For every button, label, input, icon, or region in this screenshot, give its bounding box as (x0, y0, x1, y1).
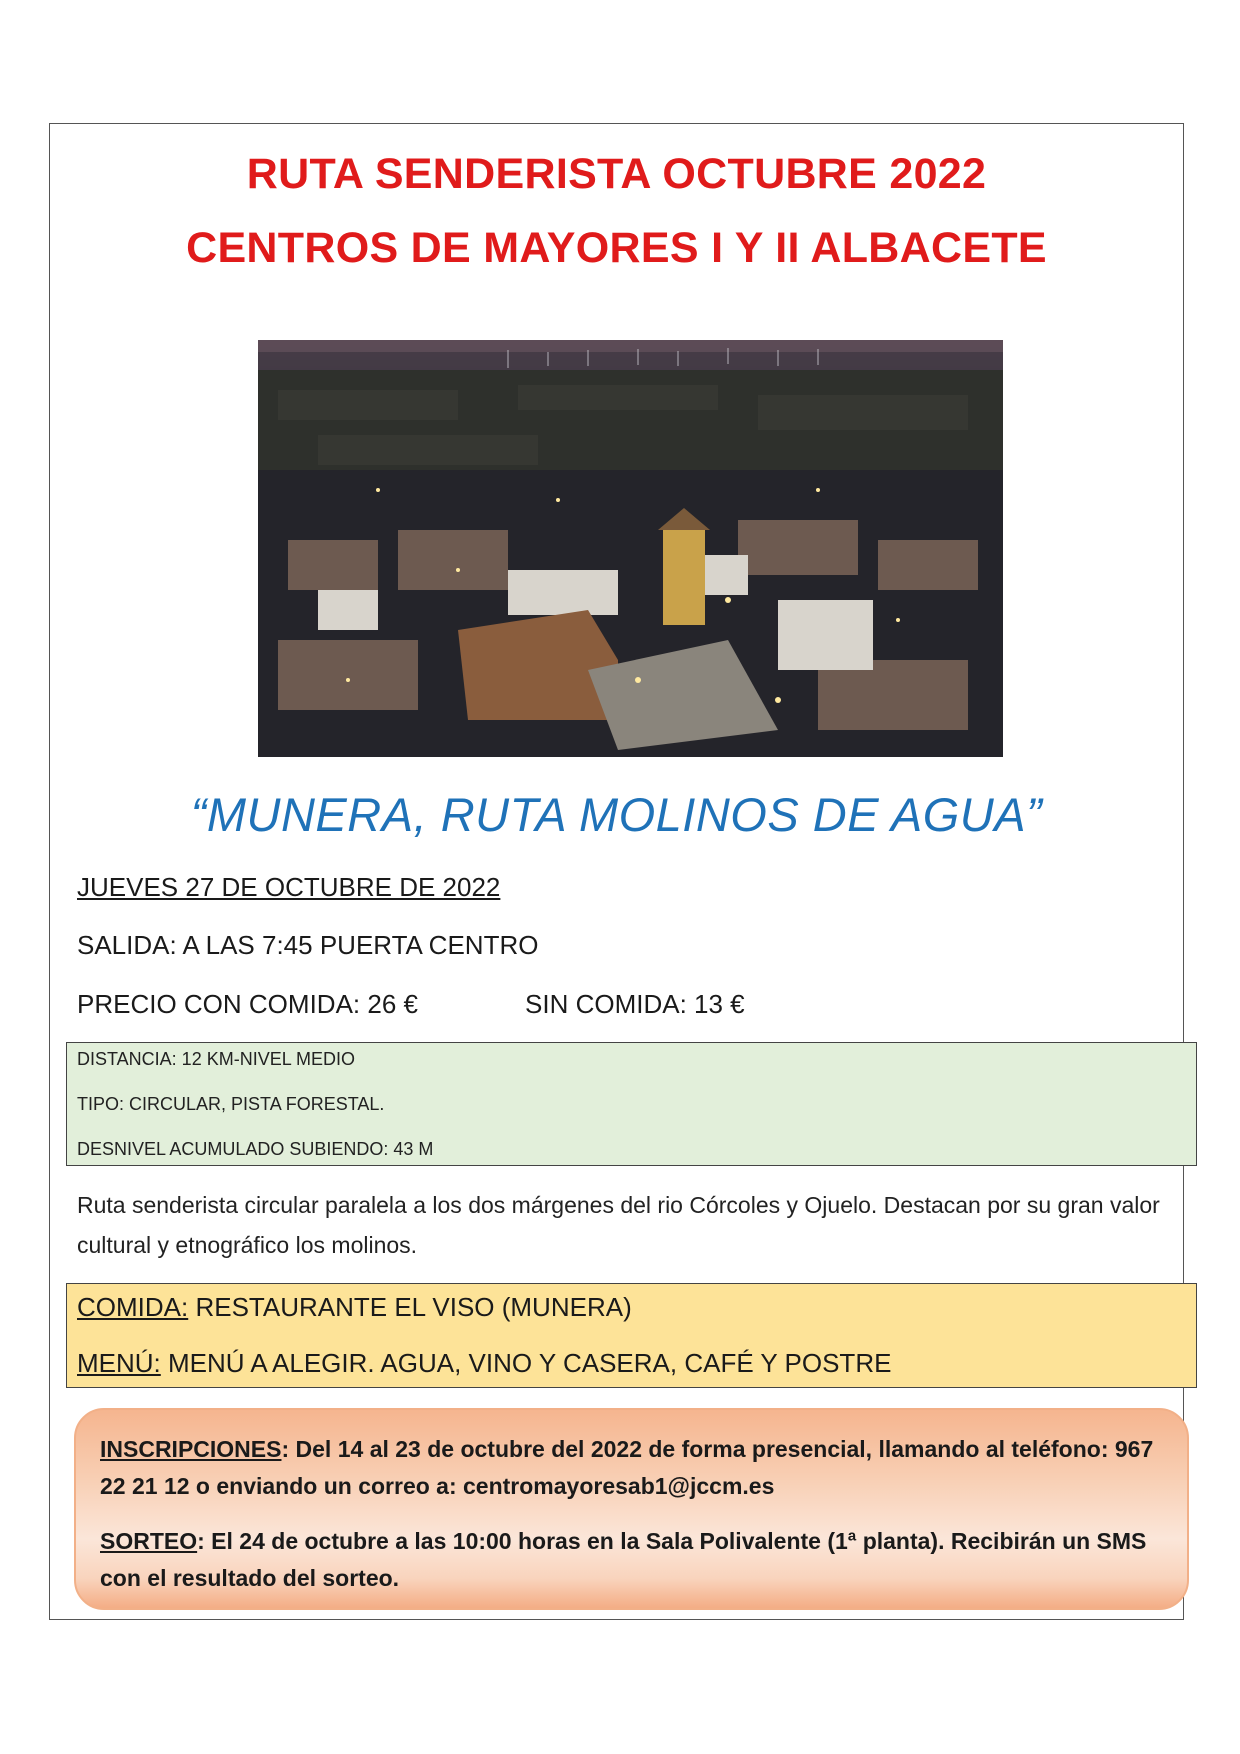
title-line-2: CENTROS DE MAYORES I Y II ALBACETE (186, 224, 1047, 272)
price-without-meal: SIN COMIDA: 13 € (525, 989, 745, 1019)
title-line-1: RUTA SENDERISTA OCTUBRE 2022 (246, 150, 987, 198)
menu-label: MENÚ: (77, 1348, 161, 1378)
menu-line (77, 1348, 891, 1379)
draw-info (100, 1523, 1170, 1597)
meal-line (77, 1292, 632, 1323)
type-detail: TIPO: CIRCULAR, PISTA FORESTAL. (77, 1094, 385, 1114)
route-description: Ruta senderista circular paralela a los dos márgenes del rio Córcoles y Ojuelo. Destacan por su gran valor cultural y etnográfico los molinos. (77, 1192, 1160, 1258)
registration-text: : Del 14 al 23 de octubre del 2022 de forma presencial, llamando al teléfono: 967 22 21 12 o enviando un correo a: centromayoresab1@jccm.es (100, 1436, 1154, 1499)
meal-label: COMIDA: (77, 1292, 189, 1322)
meal-box (66, 1283, 1197, 1388)
draw-text: : El 24 de octubre a las 10:00 horas en la Sala Polivalente (1ª planta). Recibirán un SMS con el resultado del sorteo. (100, 1528, 1147, 1591)
menu-value: MENÚ A ALEGIR. AGUA, VINO Y CASERA, CAFÉ Y POSTRE (160, 1348, 892, 1378)
aerial-town-illustration (258, 340, 1003, 757)
town-night-photo (258, 340, 1003, 757)
route-details-box (66, 1042, 1197, 1166)
price-with-meal: PRECIO CON COMIDA: 26 € (77, 989, 418, 1019)
registration-label: INSCRIPCIONES (100, 1436, 282, 1462)
elevation-detail: DESNIVEL ACUMULADO SUBIENDO: 43 M (77, 1139, 434, 1159)
registration-info (100, 1431, 1170, 1505)
distance-detail: DISTANCIA: 12 KM-NIVEL MEDIO (77, 1049, 356, 1069)
route-subtitle: “MUNERA, RUTA MOLINOS DE AGUA” (190, 788, 1043, 841)
draw-label: SORTEO (100, 1528, 198, 1554)
registration-box (74, 1408, 1189, 1610)
meal-value: RESTAURANTE EL VISO (MUNERA) (188, 1292, 632, 1322)
departure-info: SALIDA: A LAS 7:45 PUERTA CENTRO (77, 930, 539, 960)
event-date: JUEVES 27 DE OCTUBRE DE 2022 (77, 872, 501, 902)
